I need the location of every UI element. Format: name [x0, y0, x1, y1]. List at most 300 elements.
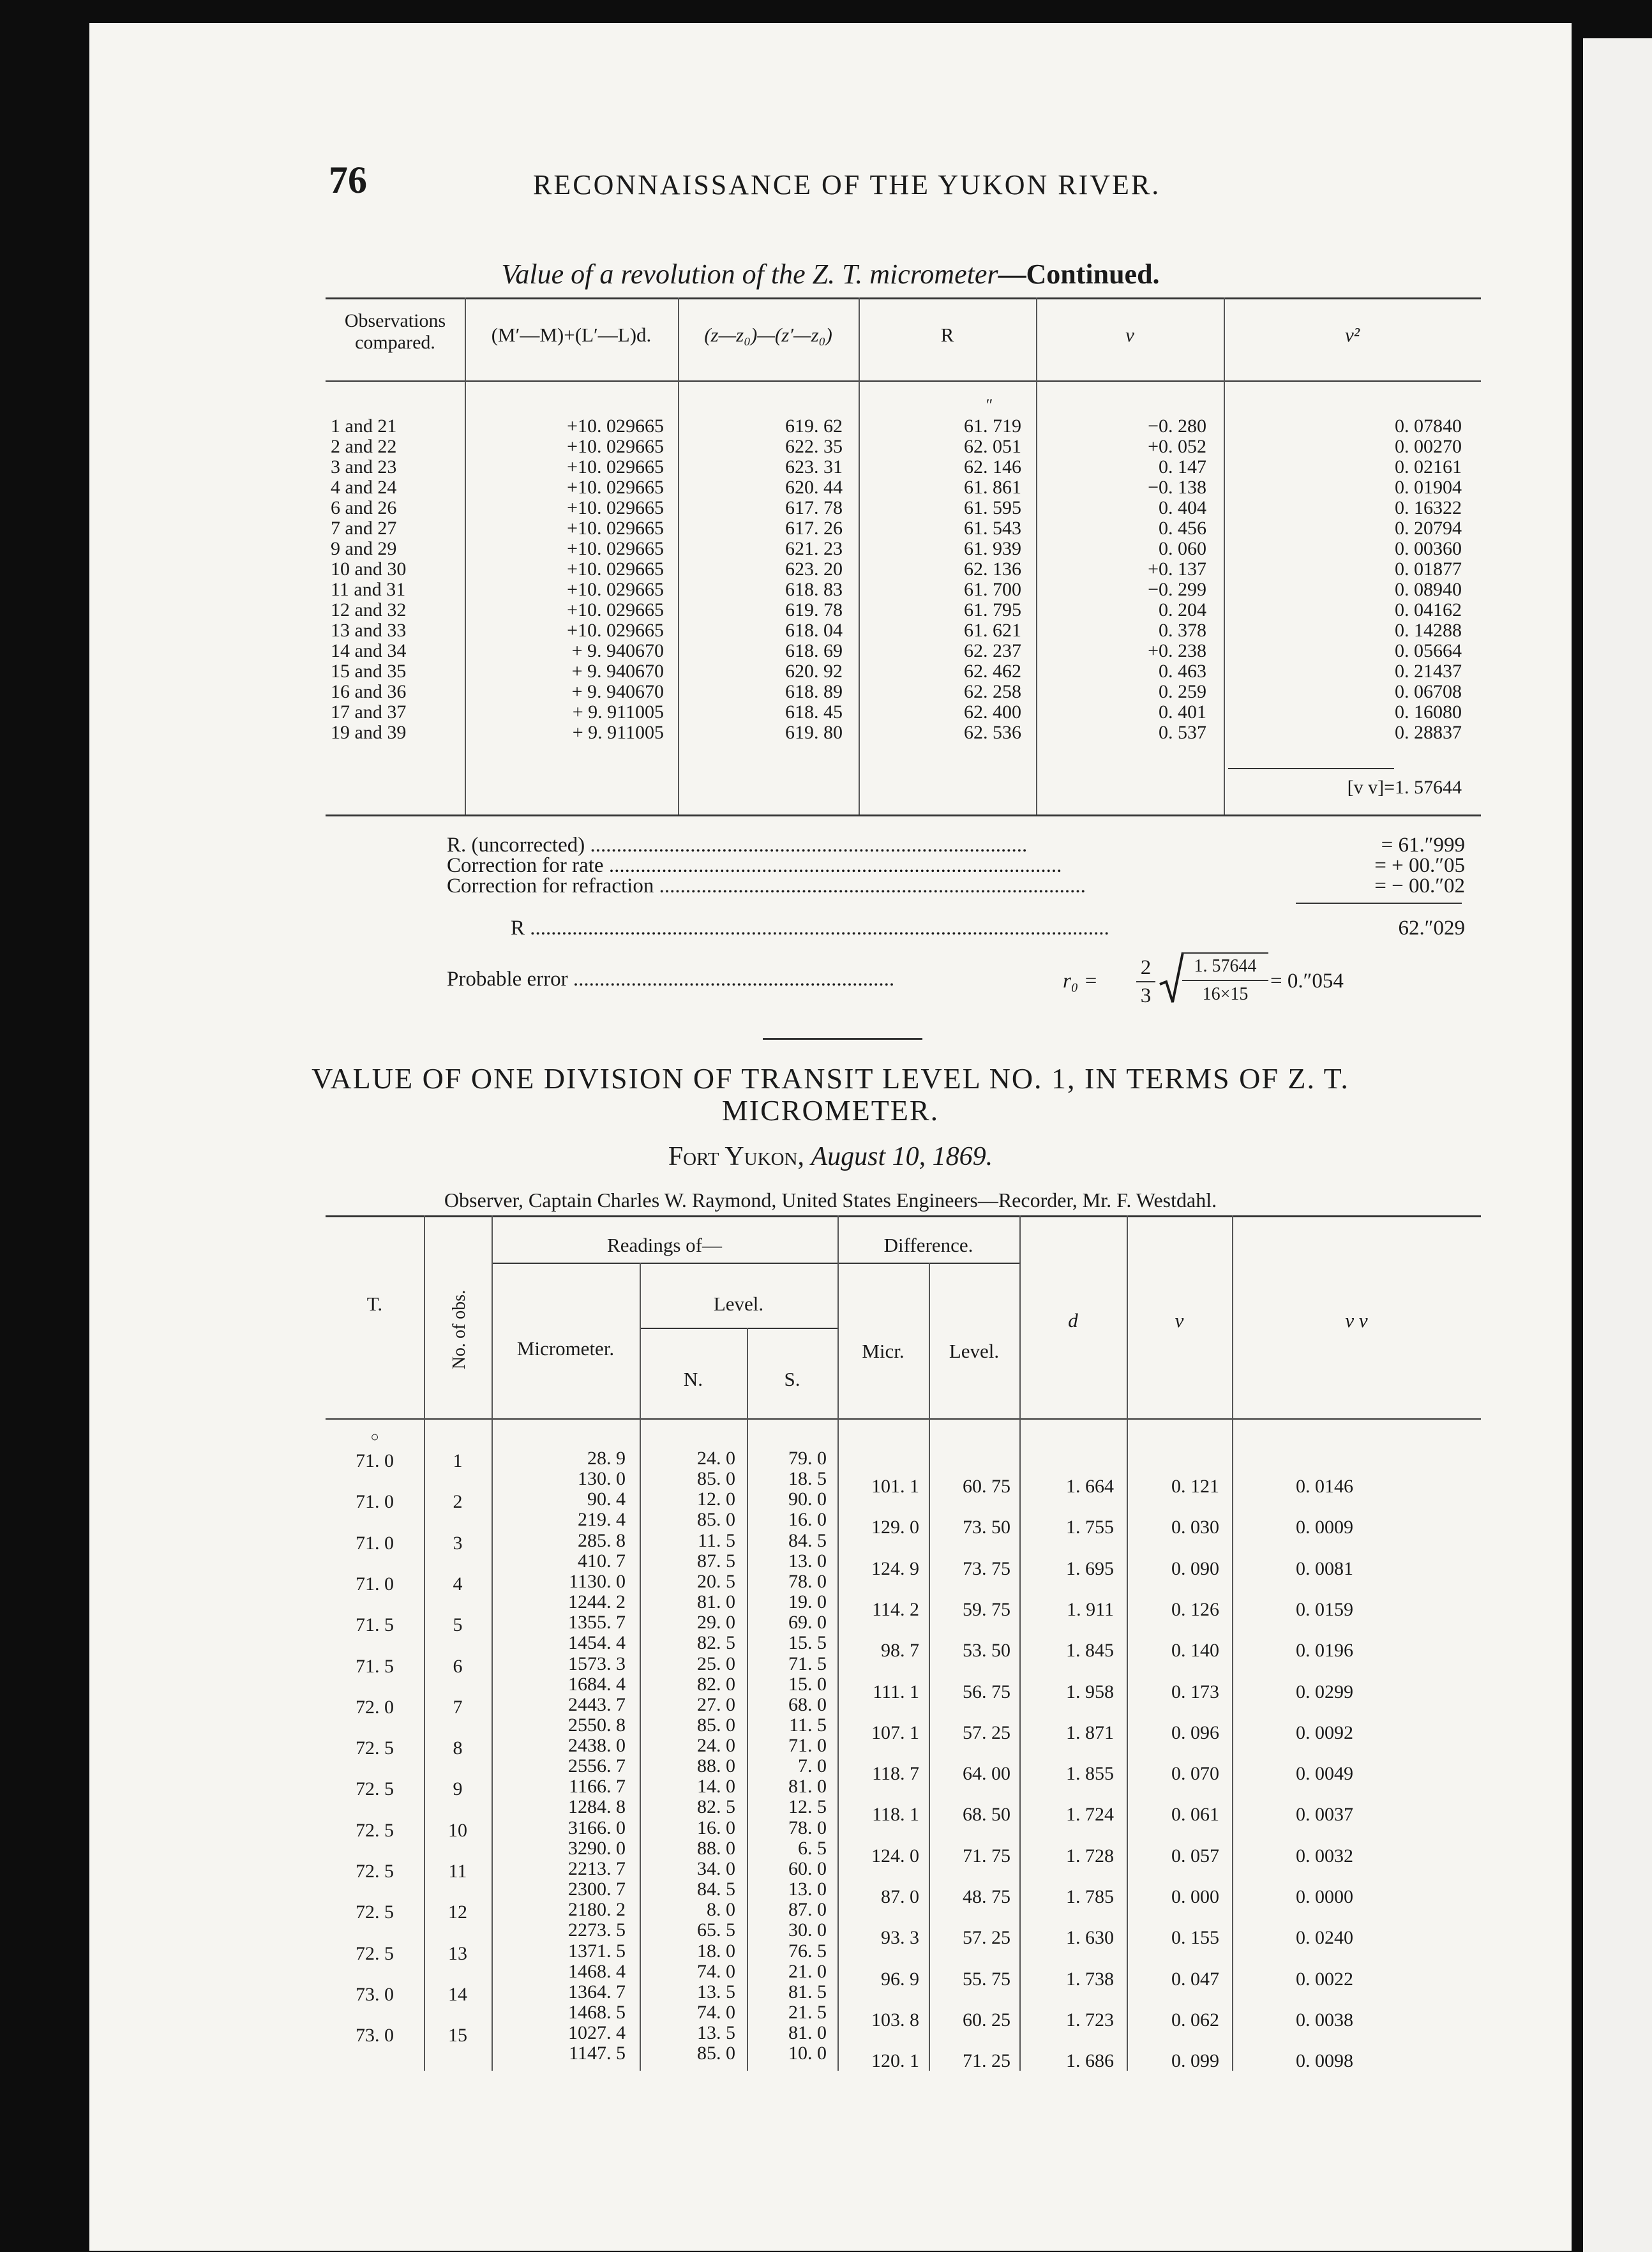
t2-cell-level-n: 65. 5 [697, 1919, 735, 1941]
t1-header-mml: (M′—M)+(L′—L)d. [491, 324, 652, 346]
t2-cell-level-diff: 53. 50 [963, 1640, 1010, 1662]
t2-cell-level-s: 15. 0 [788, 1673, 827, 1695]
t2-cell-nobs: 1 [453, 1450, 463, 1471]
t2-cell-t: 72. 5 [356, 1738, 394, 1759]
t2-cell-nobs: 9 [453, 1778, 463, 1800]
table2-title-line1: VALUE OF ONE DIVISION OF TRANSIT LEVEL NO. 1, IN TERMS OF Z. T. [312, 1062, 1349, 1095]
t2-cell-t: 71. 0 [356, 1532, 394, 1554]
table2-date: August 10, 1869. [811, 1142, 993, 1171]
t2-cell-t: 72. 5 [356, 1942, 394, 1964]
probable-error-row: Probable error ............................................................. [447, 968, 895, 991]
formula-rad-num: 1. 57644 [1194, 956, 1257, 976]
t1-cell-mml: +10. 029665 [567, 620, 664, 641]
t2-cell-micr-diff: 93. 3 [881, 1927, 919, 1949]
t1-cell-r: 61. 700 [964, 579, 1021, 600]
t2-cell-micrometer: 2438. 0 [568, 1735, 626, 1757]
t2-cell-level-n: 74. 0 [697, 1960, 735, 1982]
t2-cell-nobs: 14 [448, 1983, 467, 2005]
t2-cell-vv: 0. 0037 [1296, 1804, 1353, 1826]
correction-rate-row: Correction for rate ...................................................................................... [447, 854, 1062, 877]
t2-cell-vv: 0. 0092 [1296, 1722, 1353, 1743]
t1-cell-observations: 13 and 33 [331, 620, 407, 641]
formula-result: = 0.″054 [1270, 970, 1344, 993]
t1-cell-v2: 0. 08940 [1395, 579, 1462, 600]
correction-refraction-label: Correction for refraction [447, 875, 654, 897]
t2-cell-micrometer: 410. 7 [578, 1550, 626, 1572]
t2-cell-micrometer: 1166. 7 [569, 1776, 626, 1798]
t2-cell-micrometer: 1364. 7 [568, 1981, 626, 2002]
t2-cell-vv: 0. 0081 [1296, 1558, 1353, 1579]
t1-cell-mml: +10. 029665 [567, 456, 664, 477]
t1-header-z: (z—z₀)—(z′—z₀) [704, 324, 832, 346]
t2-cell-vv: 0. 0196 [1296, 1640, 1353, 1662]
t2-cell-micrometer: 1371. 5 [568, 1940, 626, 1962]
t1-cell-v: 0. 378 [1159, 620, 1206, 641]
t1-cell-mml: + 9. 911005 [572, 722, 664, 743]
t2-cell-nobs: 4 [453, 1573, 463, 1595]
t1-cell-r: 62. 051 [964, 436, 1021, 457]
t2-cell-level-n: 20. 5 [697, 1570, 735, 1592]
t2-cell-micrometer: 130. 0 [578, 1468, 626, 1489]
t2-cell-vv: 0. 0032 [1296, 1845, 1353, 1866]
t2-cell-level-s: 76. 5 [788, 1940, 827, 1962]
t2-cell-d: 1. 686 [1066, 2050, 1114, 2072]
t1-cell-mml: +10. 029665 [567, 416, 664, 437]
t2-header-vv: v v [1345, 1309, 1368, 1332]
t1-cell-v: 0. 060 [1159, 538, 1206, 559]
t2-cell-t: 71. 0 [356, 1450, 394, 1471]
running-head: RECONNAISSANCE OF THE YUKON RIVER. [533, 169, 1161, 200]
t2-header-n: N. [683, 1368, 703, 1390]
t2-cell-nobs: 5 [453, 1614, 463, 1636]
t1-cell-v2: 0. 16322 [1395, 497, 1462, 518]
correction-rate-label: Correction for rate [447, 854, 604, 877]
t2-cell-micrometer: 2300. 7 [568, 1879, 626, 1900]
t2-cell-nobs: 10 [448, 1819, 467, 1841]
t2-cell-micr-diff: 101. 1 [871, 1476, 919, 1497]
table2-title-line2: MICROMETER. [721, 1094, 940, 1127]
t2-cell-vv: 0. 0022 [1296, 1968, 1353, 1990]
r-row: R .............................................................................................................. [511, 917, 1109, 940]
t1-cell-z: 622. 35 [785, 436, 843, 457]
t1-cell-v2: 0. 14288 [1395, 620, 1462, 641]
t2-cell-nobs: 12 [448, 1902, 467, 1923]
t2-cell-level-n: 25. 0 [697, 1653, 735, 1674]
t2-header-t: T. [366, 1293, 383, 1315]
t2-cell-t: 73. 0 [356, 2025, 394, 2046]
t2-cell-micrometer: 1573. 3 [568, 1653, 626, 1674]
t1-cell-mml: +10. 029665 [567, 436, 664, 457]
t2-cell-d: 1. 723 [1066, 2009, 1114, 2031]
t1-cell-v: −0. 138 [1148, 477, 1206, 498]
t2-cell-level-diff: 71. 25 [963, 2050, 1010, 2072]
t1-cell-observations: 2 and 22 [331, 436, 397, 457]
t2-cell-vv: 0. 0240 [1296, 1927, 1353, 1949]
t1-cell-z: 619. 78 [785, 599, 843, 620]
t1-cell-v2: 0. 28837 [1395, 722, 1462, 743]
t1-cell-v2: 0. 05664 [1395, 640, 1462, 661]
formula-den: 3 [1140, 984, 1152, 1007]
t2-cell-micrometer: 285. 8 [578, 1529, 626, 1551]
t1-cell-r: 61. 795 [964, 599, 1021, 620]
t1-cell-z: 617. 26 [785, 518, 843, 539]
page-number: 76 [329, 159, 367, 201]
t2-cell-level-s: 60. 0 [788, 1858, 827, 1879]
t1-cell-mml: + 9. 911005 [572, 702, 664, 723]
t2-cell-v: 0. 096 [1171, 1722, 1219, 1743]
t2-cell-d: 1. 845 [1066, 1640, 1114, 1662]
t2-cell-micr-diff: 129. 0 [871, 1517, 919, 1538]
t2-cell-level-n: 11. 5 [698, 1529, 735, 1551]
r-value: 62.″029 [1398, 917, 1465, 940]
t1-cell-observations: 3 and 23 [331, 456, 397, 477]
t2-cell-level-n: 27. 0 [697, 1693, 735, 1715]
t2-cell-d: 1. 724 [1066, 1804, 1114, 1826]
t2-cell-v: 0. 070 [1171, 1763, 1219, 1785]
t2-cell-v: 0. 121 [1171, 1476, 1219, 1497]
t2-cell-micrometer: 1684. 4 [568, 1673, 626, 1695]
t1-cell-z: 620. 44 [785, 477, 843, 498]
facing-page-edge [1583, 38, 1652, 2252]
t1-cell-v2: 0. 20794 [1395, 518, 1462, 539]
t2-cell-level-s: 71. 5 [788, 1653, 827, 1674]
t1-cell-v2: 0. 07840 [1395, 416, 1462, 437]
t2-cell-micr-diff: 124. 0 [871, 1845, 919, 1866]
t1-cell-r: 62. 400 [964, 702, 1021, 723]
t1-cell-observations: 11 and 31 [331, 579, 406, 600]
t2-cell-level-s: 21. 0 [788, 1960, 827, 1982]
t1-cell-v: 0. 204 [1159, 599, 1206, 620]
t2-cell-micrometer: 2556. 7 [568, 1755, 626, 1777]
t1-cell-r: 62. 237 [964, 640, 1021, 661]
t1-cell-mml: + 9. 940670 [571, 640, 664, 661]
t2-cell-nobs: 13 [448, 1942, 467, 1964]
t2-cell-level-n: 88. 0 [697, 1837, 735, 1859]
t2-cell-level-n: 8. 0 [707, 1899, 735, 1921]
t2-cell-micr-diff: 103. 8 [871, 2009, 919, 2031]
t2-cell-t: 72. 0 [356, 1696, 394, 1718]
t1-cell-observations: 16 and 36 [331, 681, 407, 702]
t2-cell-level-diff: 59. 75 [963, 1598, 1010, 1620]
t2-cell-t: 72. 5 [356, 1861, 394, 1882]
t1-cell-r: 61. 939 [964, 538, 1021, 559]
t2-cell-d: 1. 958 [1066, 1681, 1114, 1702]
t2-header-v: v [1175, 1309, 1184, 1332]
t1-cell-z: 620. 92 [785, 661, 843, 682]
r-uncorrected-label: R. (uncorrected) [447, 834, 585, 857]
t2-cell-level-diff: 73. 50 [963, 1517, 1010, 1538]
t1-cell-mml: +10. 029665 [567, 579, 664, 600]
t2-cell-level-s: 13. 0 [788, 1879, 827, 1900]
correction-refraction-value: = − 00.″02 [1374, 875, 1465, 897]
t1-header-v: v [1125, 324, 1134, 346]
t2-cell-micr-diff: 98. 7 [881, 1640, 919, 1662]
table1-caption-italic: Value of a revolution of the Z. T. micrometer [501, 259, 998, 290]
t1-cell-v: −0. 299 [1148, 579, 1206, 600]
t2-cell-level-n: 29. 0 [697, 1612, 735, 1633]
t1-cell-mml: + 9. 940670 [571, 681, 664, 702]
t1-header-v2: v² [1344, 324, 1360, 346]
t2-cell-level-n: 85. 0 [697, 1468, 735, 1489]
t2-cell-d: 1. 755 [1066, 1517, 1114, 1538]
t1-cell-v2: 0. 04162 [1395, 599, 1462, 620]
t2-header-s: S. [784, 1368, 800, 1390]
t1-cell-observations: 6 and 26 [331, 497, 397, 518]
t1-cell-v2: 0. 00270 [1395, 436, 1462, 457]
t2-cell-level-diff: 55. 75 [963, 1968, 1010, 1990]
t1-cell-r: 62. 258 [964, 681, 1021, 702]
t2-cell-micrometer: 1284. 8 [568, 1796, 626, 1818]
t2-cell-micrometer: 3166. 0 [568, 1817, 626, 1838]
t1-cell-v2: 0. 16080 [1395, 702, 1462, 723]
t2-cell-level-diff: 56. 75 [963, 1681, 1010, 1702]
t2-cell-t: 71. 5 [356, 1614, 394, 1636]
t1-cell-observations: 17 and 37 [331, 702, 407, 723]
t2-cell-level-n: 82. 5 [697, 1796, 735, 1818]
t2-cell-level-s: 12. 5 [788, 1796, 827, 1818]
t2-cell-micr-diff: 118. 1 [872, 1804, 919, 1826]
t2-cell-t: 73. 0 [356, 1983, 394, 2005]
t2-cell-level-diff: 60. 75 [963, 1476, 1010, 1497]
t1-cell-mml: +10. 029665 [567, 518, 664, 539]
t2-cell-level-s: 13. 0 [788, 1550, 827, 1572]
t1-cell-mml: +10. 029665 [567, 477, 664, 498]
t1-header-observations: Observations compared. [344, 310, 446, 353]
t2-cell-vv: 0. 0159 [1296, 1598, 1353, 1620]
table2-place: Fort Yukon, [668, 1142, 804, 1171]
t1-cell-z: 623. 20 [785, 559, 843, 580]
t2-cell-micrometer: 2550. 8 [568, 1714, 626, 1736]
t2-cell-micr-diff: 107. 1 [871, 1722, 919, 1743]
t2-cell-micrometer: 28. 9 [587, 1448, 626, 1469]
t2-header-d: d [1068, 1309, 1078, 1332]
t2-cell-level-s: 81. 5 [788, 1981, 827, 2002]
t2-cell-level-n: 88. 0 [697, 1755, 735, 1777]
t1-cell-v: +0. 238 [1148, 640, 1206, 661]
t2-cell-level-diff: 57. 25 [963, 1927, 1010, 1949]
table1-caption-continued: —Continued. [998, 259, 1160, 290]
t2-cell-v: 0. 062 [1171, 2009, 1219, 2031]
t2-cell-level-n: 85. 0 [697, 1509, 735, 1531]
t1-cell-v2: 0. 01877 [1395, 559, 1462, 580]
t2-cell-level-diff: 73. 75 [963, 1558, 1010, 1579]
t2-header-readings: Readings of— [607, 1234, 722, 1256]
t2-degree-mark: ○ [370, 1429, 379, 1445]
t2-cell-nobs: 7 [453, 1696, 463, 1718]
t2-cell-nobs: 6 [453, 1655, 463, 1677]
t2-cell-micrometer: 1244. 2 [568, 1591, 626, 1612]
t1-cell-v: −0. 280 [1148, 416, 1206, 437]
t2-cell-level-s: 84. 5 [788, 1529, 827, 1551]
t1-cell-observations: 12 and 32 [331, 599, 407, 620]
t2-cell-d: 1. 911 [1067, 1598, 1114, 1620]
t1-cell-v2: 0. 01904 [1395, 477, 1462, 498]
t1-cell-r: 61. 861 [964, 477, 1021, 498]
t2-cell-v: 0. 000 [1171, 1886, 1219, 1907]
t2-cell-vv: 0. 0098 [1296, 2050, 1353, 2072]
t2-cell-micr-diff: 114. 2 [872, 1598, 919, 1620]
t1-cell-mml: +10. 029665 [567, 497, 664, 518]
t2-cell-level-n: 85. 0 [697, 2043, 735, 2064]
t1-cell-v: 0. 456 [1159, 518, 1206, 539]
t2-cell-d: 1. 871 [1066, 1722, 1114, 1743]
t2-cell-nobs: 2 [453, 1491, 463, 1513]
t2-cell-vv: 0. 0146 [1296, 1476, 1353, 1497]
t1-cell-v: 0. 259 [1159, 681, 1206, 702]
t2-cell-level-s: 69. 0 [788, 1612, 827, 1633]
t2-cell-level-n: 84. 5 [697, 1879, 735, 1900]
t2-cell-level-s: 15. 5 [788, 1632, 827, 1654]
t1-cell-v2: 0. 00360 [1395, 538, 1462, 559]
t1-cell-z: 617. 78 [785, 497, 843, 518]
t1-cell-z: 618. 69 [785, 640, 843, 661]
t2-cell-nobs: 3 [453, 1532, 463, 1554]
t1-cell-r: 62. 536 [964, 722, 1021, 743]
t2-cell-micr-diff: 111. 1 [873, 1681, 919, 1702]
t1-cell-v: 0. 537 [1159, 722, 1206, 743]
t2-cell-level-s: 68. 0 [788, 1693, 827, 1715]
t2-cell-level-n: 74. 0 [697, 2001, 735, 2023]
t2-cell-v: 0. 099 [1171, 2050, 1219, 2072]
r-label: R [511, 917, 525, 940]
t2-header-micrometer: Micrometer. [516, 1337, 615, 1360]
t2-cell-micrometer: 1468. 4 [568, 1960, 626, 1982]
t1-cell-observations: 1 and 21 [331, 416, 397, 437]
t2-cell-d: 1. 664 [1066, 1476, 1114, 1497]
t2-cell-level-s: 6. 5 [798, 1837, 827, 1859]
t2-cell-level-n: 34. 0 [697, 1858, 735, 1879]
t1-cell-observations: 10 and 30 [331, 559, 407, 580]
t2-cell-level-n: 12. 0 [697, 1489, 735, 1510]
t2-cell-nobs: 15 [448, 2025, 467, 2046]
formula-r0: r₀ = [1063, 970, 1098, 993]
t1-cell-mml: + 9. 940670 [571, 661, 664, 682]
t2-cell-v: 0. 057 [1171, 1845, 1219, 1866]
t2-cell-t: 71. 0 [356, 1491, 394, 1513]
t2-cell-level-diff: 64. 00 [963, 1763, 1010, 1785]
t1-cell-z: 618. 45 [785, 702, 843, 723]
t2-cell-level-n: 87. 5 [697, 1550, 735, 1572]
correction-refraction-row: Correction for refraction ................................................................................. [447, 875, 1086, 897]
t2-cell-t: 71. 0 [356, 1573, 394, 1595]
t1-cell-r: 62. 462 [964, 661, 1021, 682]
t2-cell-micrometer: 219. 4 [578, 1509, 626, 1531]
t1-total: [v v]=1. 57644 [1347, 777, 1462, 798]
t1-cell-r: 61. 719 [964, 416, 1021, 437]
t2-cell-d: 1. 695 [1066, 1558, 1114, 1579]
t2-cell-micrometer: 1130. 0 [569, 1570, 626, 1592]
t2-cell-level-n: 14. 0 [697, 1776, 735, 1798]
t2-cell-level-s: 81. 0 [788, 2022, 827, 2044]
t1-cell-mml: +10. 029665 [567, 538, 664, 559]
t1-cell-v2: 0. 06708 [1395, 681, 1462, 702]
t1-cell-z: 618. 89 [785, 681, 843, 702]
t1-cell-observations: 15 and 35 [331, 661, 407, 682]
t2-cell-level-n: 81. 0 [697, 1591, 735, 1612]
r-uncorrected-value: = 61.″999 [1381, 834, 1465, 857]
t2-cell-v: 0. 140 [1171, 1640, 1219, 1662]
t1-cell-v: +0. 052 [1148, 436, 1206, 457]
t1-cell-r: 61. 543 [964, 518, 1021, 539]
t2-cell-level-diff: 48. 75 [963, 1886, 1010, 1907]
t2-header-nobs: No. of obs. [449, 1289, 469, 1370]
t2-cell-vv: 0. 0038 [1296, 2009, 1353, 2031]
t2-cell-micrometer: 1355. 7 [568, 1612, 626, 1633]
t2-cell-level-s: 21. 5 [788, 2001, 827, 2023]
t2-cell-level-s: 90. 0 [788, 1489, 827, 1510]
t1-cell-v2: 0. 02161 [1395, 456, 1462, 477]
t1-cell-r: 61. 621 [964, 620, 1021, 641]
t2-cell-v: 0. 061 [1171, 1804, 1219, 1826]
t1-cell-v: 0. 404 [1159, 497, 1206, 518]
t1-cell-r: 61. 595 [964, 497, 1021, 518]
r-uncorrected-row: R. (uncorrected) ................................................................................... [447, 834, 1028, 857]
t2-cell-vv: 0. 0000 [1296, 1886, 1353, 1907]
t2-cell-level-s: 16. 0 [788, 1509, 827, 1531]
t1-cell-z: 619. 62 [785, 416, 843, 437]
t2-cell-level-n: 24. 0 [697, 1448, 735, 1469]
t2-cell-v: 0. 047 [1171, 1968, 1219, 1990]
t2-header-level: Level. [713, 1293, 764, 1315]
t2-cell-micrometer: 1147. 5 [569, 2043, 626, 2064]
t1-cell-observations: 19 and 39 [331, 722, 407, 743]
t2-cell-micrometer: 1454. 4 [568, 1632, 626, 1654]
t2-cell-level-s: 10. 0 [788, 2043, 827, 2064]
t1-cell-observations: 14 and 34 [331, 640, 407, 661]
t1-cell-z: 618. 83 [785, 579, 843, 600]
t2-cell-t: 72. 5 [356, 1819, 394, 1841]
t2-cell-level-n: 24. 0 [697, 1735, 735, 1757]
t2-cell-level-s: 11. 5 [789, 1714, 827, 1736]
t2-cell-micrometer: 3290. 0 [568, 1837, 626, 1859]
t1-cell-v: 0. 463 [1159, 661, 1206, 682]
table2-body [89, 23, 1572, 2251]
t2-cell-level-s: 79. 0 [788, 1448, 827, 1469]
formula-rad-den: 16×15 [1202, 984, 1249, 1004]
t2-cell-micrometer: 2273. 5 [568, 1919, 626, 1941]
t2-cell-v: 0. 173 [1171, 1681, 1219, 1702]
t1-cell-mml: +10. 029665 [567, 559, 664, 580]
t1-cell-z: 623. 31 [785, 456, 843, 477]
t2-cell-level-s: 18. 5 [788, 1468, 827, 1489]
t2-cell-level-s: 87. 0 [788, 1899, 827, 1921]
t1-cell-r: 62. 136 [964, 559, 1021, 580]
t2-cell-level-diff: 71. 75 [963, 1845, 1010, 1866]
t1-cell-z: 621. 23 [785, 538, 843, 559]
t2-cell-micr-diff: 87. 0 [881, 1886, 919, 1907]
t2-cell-level-n: 13. 5 [697, 2022, 735, 2044]
formula-num: 2 [1140, 956, 1152, 979]
document-page [89, 23, 1572, 2251]
t2-cell-level-s: 30. 0 [788, 1919, 827, 1941]
t2-cell-micr-diff: 120. 1 [871, 2050, 919, 2072]
t2-cell-micrometer: 90. 4 [587, 1489, 626, 1510]
t2-cell-level-n: 13. 5 [697, 1981, 735, 2002]
t2-cell-level-s: 78. 0 [788, 1570, 827, 1592]
correction-rate-value: = + 00.″05 [1374, 854, 1465, 877]
t2-cell-level-diff: 57. 25 [963, 1722, 1010, 1743]
t2-cell-vv: 0. 0049 [1296, 1763, 1353, 1785]
probable-error-label: Probable error [447, 968, 568, 991]
t1-cell-v: 0. 401 [1159, 702, 1206, 723]
t2-cell-vv: 0. 0299 [1296, 1681, 1353, 1702]
t1-cell-z: 619. 80 [785, 722, 843, 743]
t2-cell-v: 0. 155 [1171, 1927, 1219, 1949]
t2-cell-micrometer: 2180. 2 [568, 1899, 626, 1921]
t1-cell-z: 618. 04 [785, 620, 843, 641]
t2-cell-micr-diff: 96. 9 [881, 1968, 919, 1990]
t2-cell-level-n: 82. 5 [697, 1632, 735, 1654]
